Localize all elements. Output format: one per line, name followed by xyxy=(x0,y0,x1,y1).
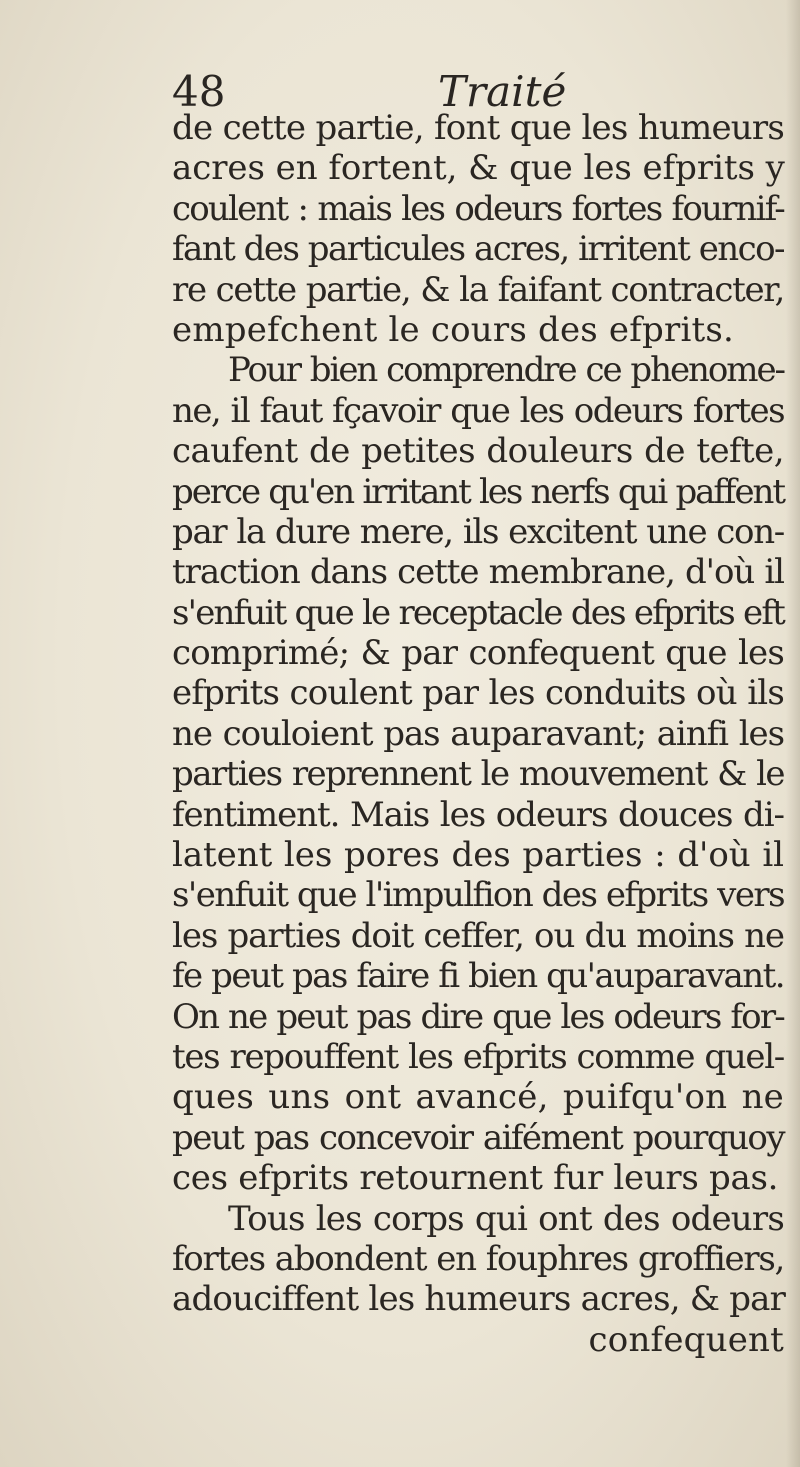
text-line: adouciffent les humeurs acres, & par xyxy=(172,1279,786,1320)
text-line: re cette partie, & la faifant contracter, xyxy=(172,269,784,310)
text-line: caufent de petites douleurs de tefte, xyxy=(172,431,784,472)
text-line: perce qu'en irritant les nerfs qui paffent xyxy=(172,471,784,512)
text-line: ne, il faut fçavoir que les odeurs fortes xyxy=(172,390,784,431)
text-line: les parties doit ceffer, ou du moins ne xyxy=(172,915,784,956)
text-line: par la dure mere, ils excitent une con- xyxy=(172,511,784,552)
text-line: comprimé; & par confequent que les xyxy=(172,633,784,674)
text-line: fant des particules acres, irritent enco- xyxy=(172,229,784,270)
page-edge-shadow xyxy=(786,0,800,1467)
text-line: fe peut pas faire fi bien qu'auparavant. xyxy=(172,956,784,997)
text-line: parties reprennent le mouvement & le xyxy=(172,754,784,795)
text-line: efprits coulent par les conduits où ils xyxy=(172,673,784,714)
text-line: ne couloient pas auparavant; ainfi les xyxy=(172,713,784,754)
text-line: latent les pores des parties : d'où il xyxy=(172,835,784,876)
text-line: coulent : mais les odeurs fortes fournif- xyxy=(172,188,784,229)
text-line: peut pas concevoir aifément pourquoy xyxy=(172,1117,784,1158)
text-line: ques uns ont avancé, puifqu'on ne xyxy=(172,1077,784,1118)
text-line: tes repouffent les efprits comme quel- xyxy=(172,1036,784,1077)
page-number: 48 xyxy=(172,67,226,116)
text-line: ces efprits retournent fur leurs pas. xyxy=(172,1158,779,1199)
text-line: s'enfuit que le receptacle des efprits eft xyxy=(172,592,784,633)
running-title: Traité xyxy=(438,67,567,116)
text-line: fentiment. Mais les odeurs douces di- xyxy=(172,794,784,835)
text-line: de cette partie, font que les humeurs xyxy=(172,108,784,148)
text-line: traction dans cette membrane, d'où il xyxy=(172,552,784,593)
text-line: fortes abondent en fouphres groffiers, xyxy=(172,1238,784,1279)
paragraph-start-line: Tous les corps qui ont des odeurs xyxy=(228,1198,784,1239)
text-line: empefchent le cours des efprits. xyxy=(172,309,735,350)
text-line: On ne peut pas dire que les odeurs for- xyxy=(172,996,784,1037)
text-line: s'enfuit que l'impulfion des efprits vers xyxy=(172,875,784,916)
body-text xyxy=(172,108,784,1360)
text-line: acres en fortent, & que les efprits y xyxy=(172,148,785,189)
catchword: confequent xyxy=(588,1319,784,1360)
paragraph-start-line: Pour bien comprendre ce phenome- xyxy=(228,350,784,391)
